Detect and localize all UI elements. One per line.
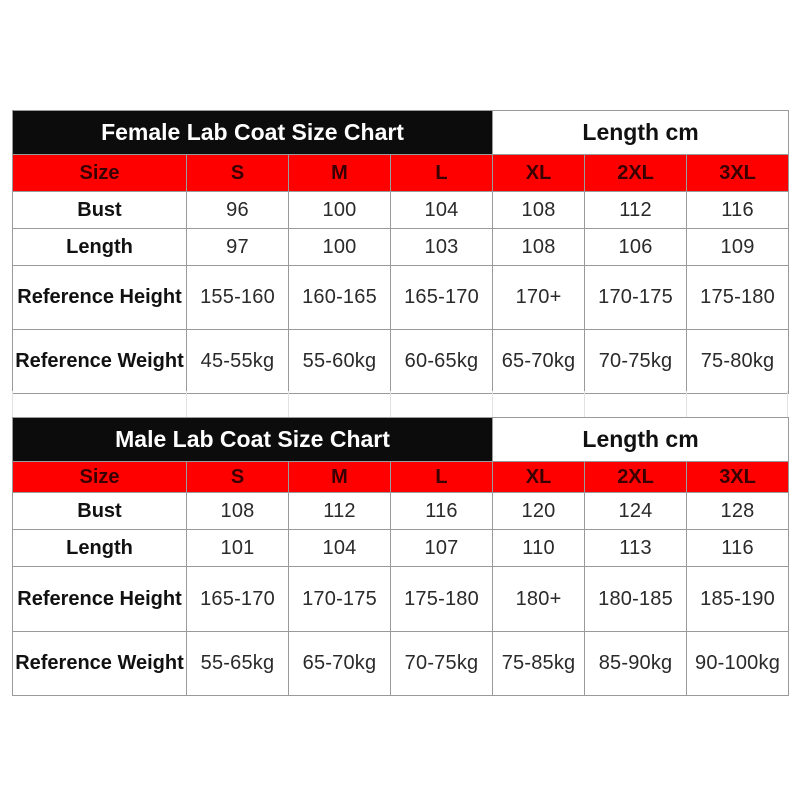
row-label-reference-height: Reference Height bbox=[13, 266, 187, 330]
table-cell: 175-180 bbox=[687, 266, 789, 330]
table-cell: 120 bbox=[493, 493, 585, 530]
table-cell: 108 bbox=[493, 192, 585, 229]
table-cell: 175-180 bbox=[391, 567, 493, 632]
size-header-label: Size bbox=[13, 462, 187, 493]
size-header-l: L bbox=[391, 462, 493, 493]
table-row bbox=[13, 632, 789, 696]
table-cell: 108 bbox=[493, 229, 585, 266]
table-cell: 45-55kg bbox=[187, 330, 289, 394]
table-cell: 55-65kg bbox=[187, 632, 289, 696]
table-row bbox=[13, 266, 789, 330]
table-cell: 113 bbox=[585, 530, 687, 567]
size-header-2xl: 2XL bbox=[585, 462, 687, 493]
table-cell: 112 bbox=[289, 493, 391, 530]
table-cell: 170+ bbox=[493, 266, 585, 330]
table-cell: 55-60kg bbox=[289, 330, 391, 394]
table-cell: 124 bbox=[585, 493, 687, 530]
table-cell: 155-160 bbox=[187, 266, 289, 330]
table-cell: 90-100kg bbox=[687, 632, 789, 696]
male-chart-title: Male Lab Coat Size Chart bbox=[13, 418, 493, 462]
table-row bbox=[13, 330, 789, 394]
table-cell: 116 bbox=[687, 192, 789, 229]
row-label-bust: Bust bbox=[13, 192, 187, 229]
table-row bbox=[13, 229, 789, 266]
size-header-s: S bbox=[187, 155, 289, 192]
table-cell: 75-80kg bbox=[687, 330, 789, 394]
table-row bbox=[13, 567, 789, 632]
table-cell: 108 bbox=[187, 493, 289, 530]
table-cell: 65-70kg bbox=[493, 330, 585, 394]
table-cell: 100 bbox=[289, 192, 391, 229]
table-cell: 165-170 bbox=[187, 567, 289, 632]
male-size-chart bbox=[12, 417, 789, 696]
size-header-s: S bbox=[187, 462, 289, 493]
row-label-reference-weight: Reference Weight bbox=[13, 632, 187, 696]
table-cell: 104 bbox=[289, 530, 391, 567]
table-row bbox=[13, 493, 789, 530]
male-title-row bbox=[13, 418, 789, 462]
table-cell: 60-65kg bbox=[391, 330, 493, 394]
table-cell: 110 bbox=[493, 530, 585, 567]
table-cell: 103 bbox=[391, 229, 493, 266]
size-header-xl: XL bbox=[493, 462, 585, 493]
female-chart-title: Female Lab Coat Size Chart bbox=[13, 111, 493, 155]
table-cell: 116 bbox=[687, 530, 789, 567]
table-cell: 75-85kg bbox=[493, 632, 585, 696]
row-label-length: Length bbox=[13, 530, 187, 567]
table-cell: 165-170 bbox=[391, 266, 493, 330]
table-row bbox=[13, 530, 789, 567]
size-header-2xl: 2XL bbox=[585, 155, 687, 192]
female-length-unit-label: Length cm bbox=[493, 111, 789, 155]
table-cell: 106 bbox=[585, 229, 687, 266]
size-header-m: M bbox=[289, 462, 391, 493]
row-label-reference-weight: Reference Weight bbox=[13, 330, 187, 394]
table-cell: 104 bbox=[391, 192, 493, 229]
table-cell: 100 bbox=[289, 229, 391, 266]
male-size-header-row bbox=[13, 462, 789, 493]
table-cell: 128 bbox=[687, 493, 789, 530]
table-cell: 107 bbox=[391, 530, 493, 567]
size-header-m: M bbox=[289, 155, 391, 192]
table-cell: 65-70kg bbox=[289, 632, 391, 696]
table-spacer bbox=[12, 391, 788, 417]
row-label-reference-height: Reference Height bbox=[13, 567, 187, 632]
row-label-length: Length bbox=[13, 229, 187, 266]
size-header-label: Size bbox=[13, 155, 187, 192]
row-label-bust: Bust bbox=[13, 493, 187, 530]
female-title-row bbox=[13, 111, 789, 155]
table-cell: 160-165 bbox=[289, 266, 391, 330]
table-cell: 101 bbox=[187, 530, 289, 567]
table-cell: 70-75kg bbox=[585, 330, 687, 394]
table-cell: 116 bbox=[391, 493, 493, 530]
female-size-header-row bbox=[13, 155, 789, 192]
female-size-chart bbox=[12, 110, 789, 394]
table-cell: 70-75kg bbox=[391, 632, 493, 696]
size-header-3xl: 3XL bbox=[687, 155, 789, 192]
table-cell: 185-190 bbox=[687, 567, 789, 632]
table-cell: 170-175 bbox=[585, 266, 687, 330]
table-cell: 170-175 bbox=[289, 567, 391, 632]
male-length-unit-label: Length cm bbox=[493, 418, 789, 462]
table-cell: 180+ bbox=[493, 567, 585, 632]
table-cell: 112 bbox=[585, 192, 687, 229]
table-row bbox=[13, 192, 789, 229]
table-cell: 85-90kg bbox=[585, 632, 687, 696]
table-cell: 109 bbox=[687, 229, 789, 266]
size-header-xl: XL bbox=[493, 155, 585, 192]
size-header-l: L bbox=[391, 155, 493, 192]
table-cell: 97 bbox=[187, 229, 289, 266]
size-header-3xl: 3XL bbox=[687, 462, 789, 493]
table-cell: 180-185 bbox=[585, 567, 687, 632]
table-cell: 96 bbox=[187, 192, 289, 229]
